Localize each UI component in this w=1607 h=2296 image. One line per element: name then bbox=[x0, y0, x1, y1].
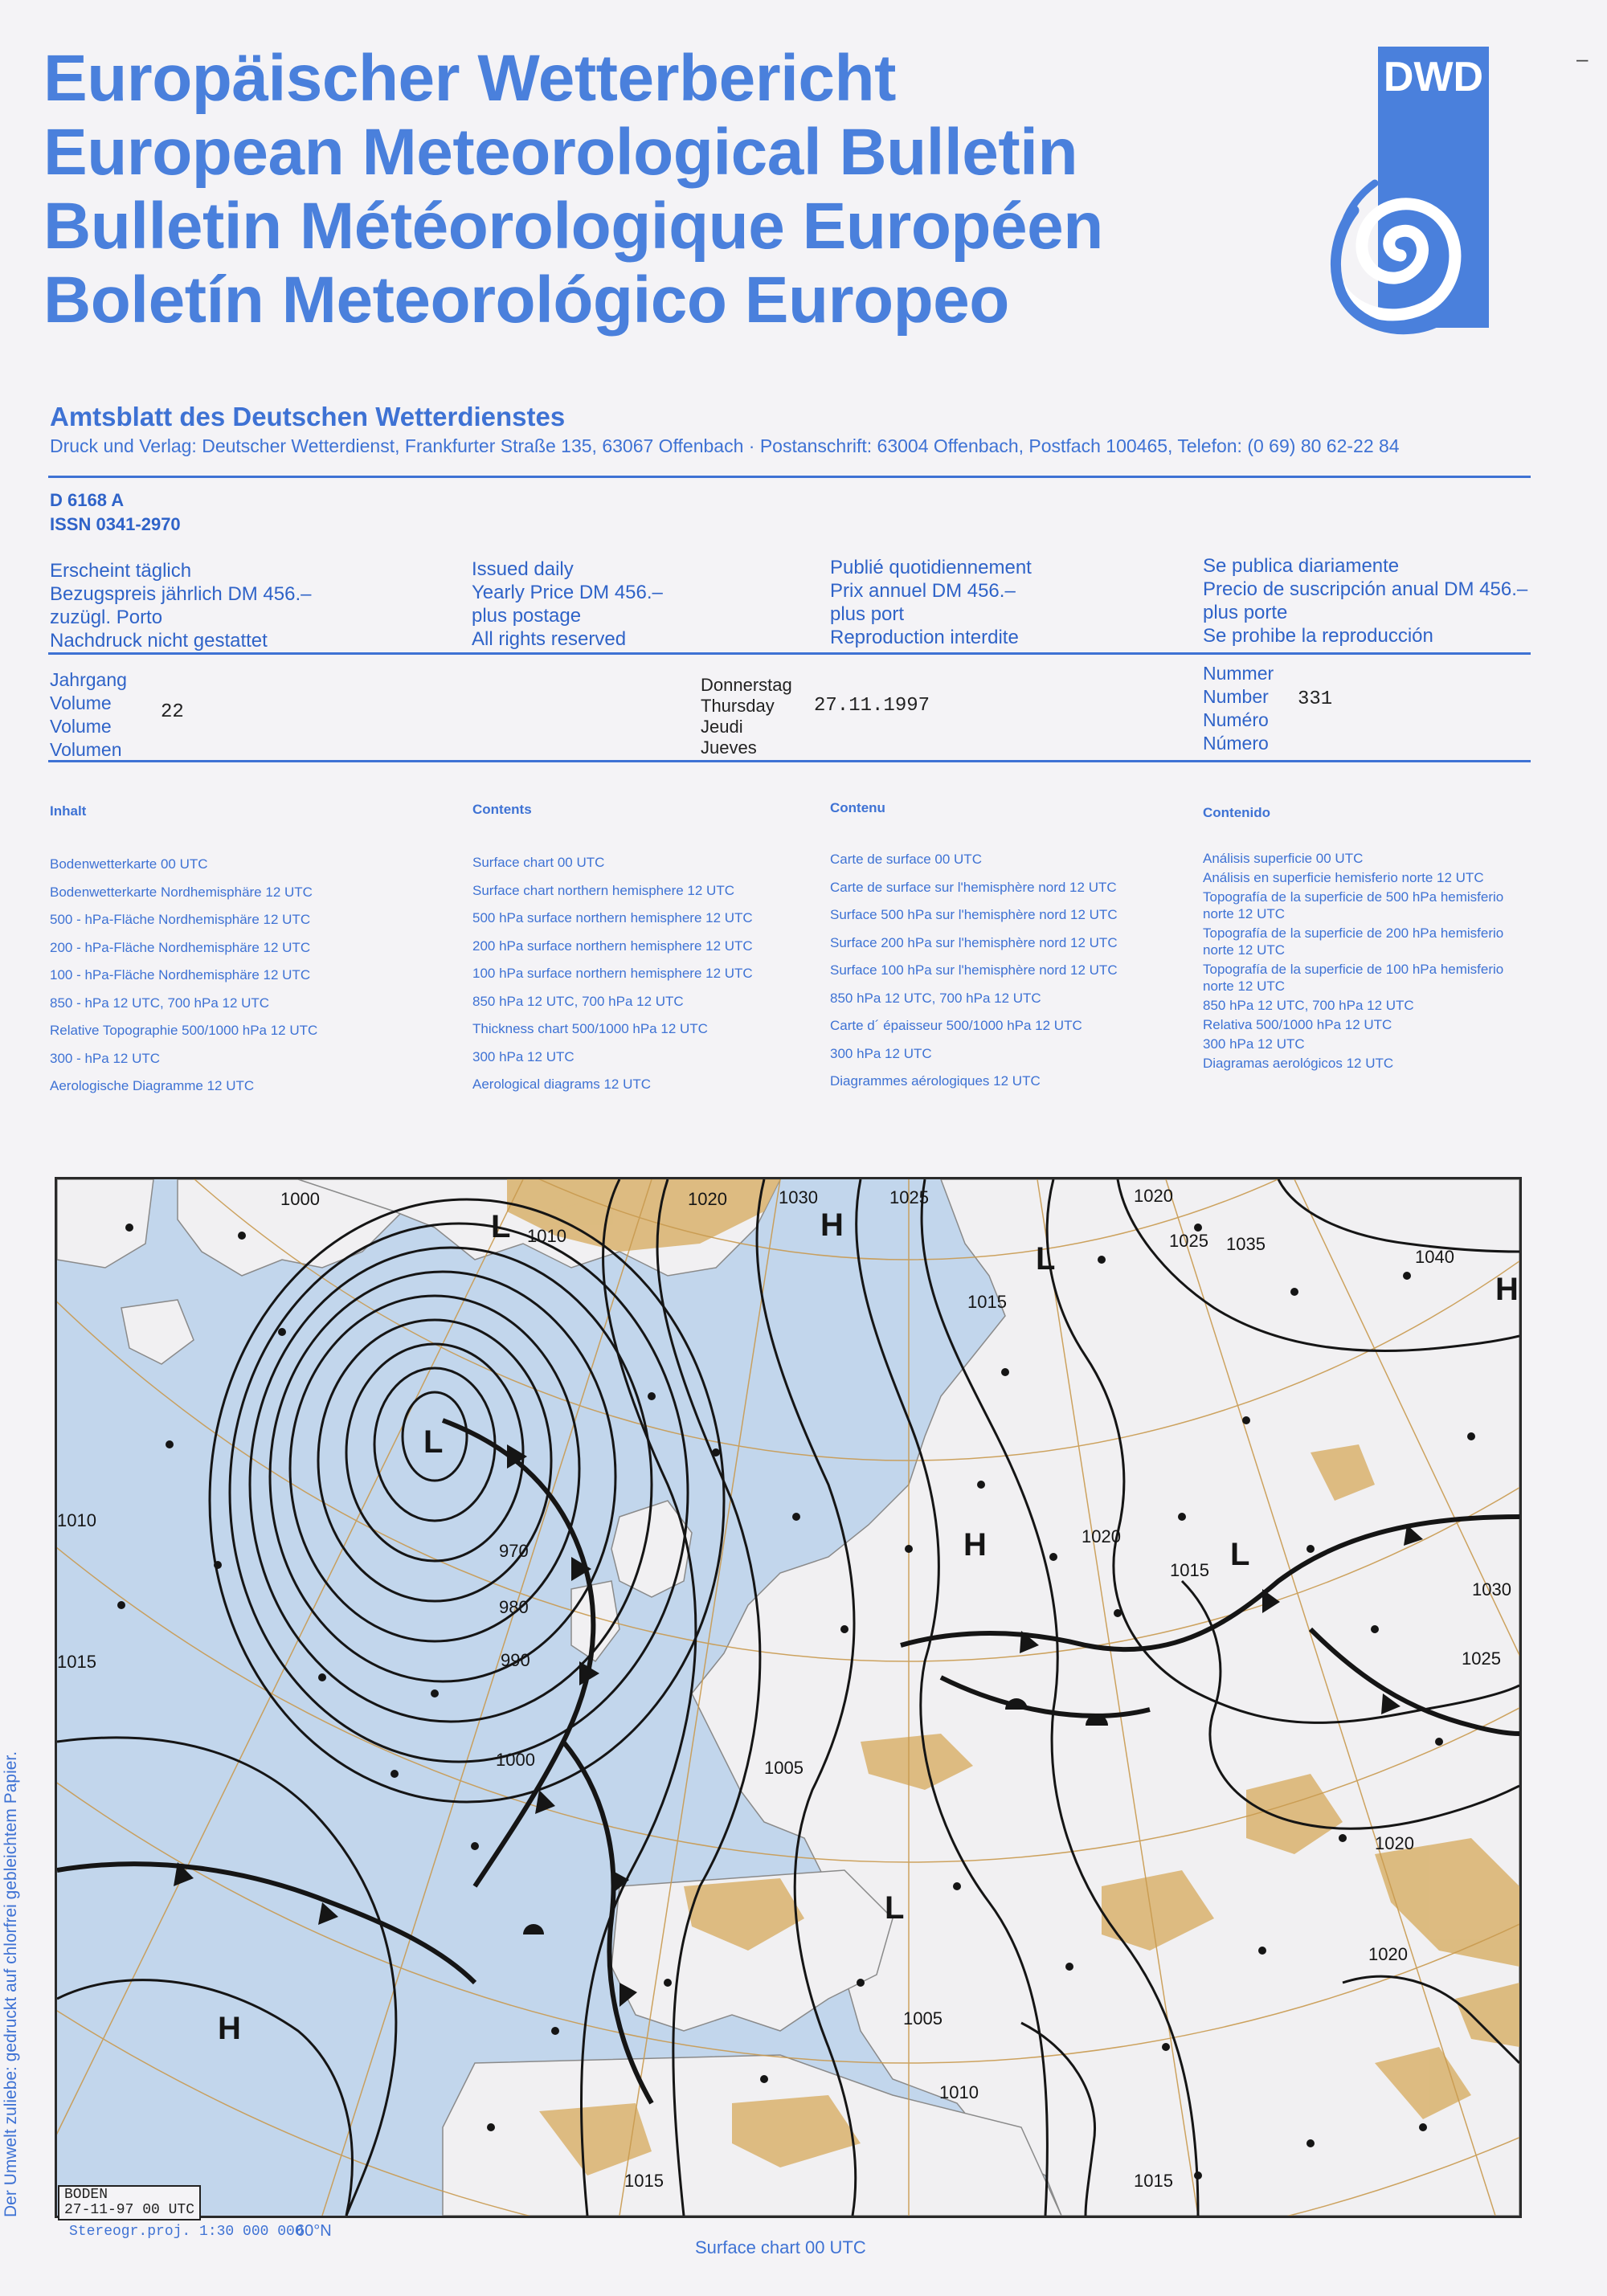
volume-label: Jahrgang bbox=[50, 669, 127, 690]
isobar-label: 1015 bbox=[1134, 2171, 1173, 2191]
dwd-logo bbox=[1378, 47, 1489, 328]
publisher-info bbox=[50, 402, 1400, 457]
toc-item: Relativa 500/1000 hPa 12 UTC bbox=[1203, 1017, 1392, 1032]
isobar-label: 1020 bbox=[1082, 1526, 1121, 1546]
stamp-date-time: 27-11-97 00 UTC bbox=[64, 2202, 195, 2218]
issue-number: 331 bbox=[1298, 688, 1333, 710]
toc-heading-fr: Contenu bbox=[830, 800, 885, 815]
toc-list-en bbox=[472, 855, 753, 1105]
publication-line: Issued daily bbox=[472, 558, 574, 580]
front-semicircle-icon bbox=[523, 1924, 544, 1934]
isobar-label: 1015 bbox=[967, 1292, 1007, 1312]
isobar-label: 1015 bbox=[57, 1652, 96, 1672]
toc-item: 300 hPa 12 UTC bbox=[472, 1048, 575, 1064]
number-label: Numéro bbox=[1203, 709, 1269, 730]
high-pressure-center: H bbox=[1495, 1272, 1519, 1307]
toc-item: 850 hPa 12 UTC, 700 hPa 12 UTC bbox=[472, 993, 684, 1009]
isobar-label: 1015 bbox=[624, 2171, 664, 2191]
toc-item: Topografía de la superficie de 100 hPa hemisferio norte 12 UTC bbox=[1203, 962, 1504, 994]
toc-item: Análisis superficie 00 UTC bbox=[1203, 851, 1364, 866]
isobar-label: 1030 bbox=[779, 1187, 818, 1207]
publisher-title: Amtsblatt des Deutschen Wetterdienstes bbox=[50, 402, 566, 431]
spiral-swirl-icon bbox=[1306, 151, 1490, 344]
low-pressure-center: L bbox=[491, 1209, 511, 1244]
land-masses bbox=[57, 1179, 1519, 2216]
map-graphic bbox=[57, 1179, 1519, 2216]
isobar-label: 1025 bbox=[889, 1187, 929, 1207]
publication-line: Prix annuel DM 456.– bbox=[830, 580, 1016, 602]
stamp-chart-type: BODEN bbox=[64, 2187, 108, 2203]
isobar bbox=[270, 1272, 615, 1681]
volume-value: 22 bbox=[161, 701, 184, 723]
publication-line: plus port bbox=[830, 603, 905, 625]
toc-item: Relative Topographie 500/1000 hPa 12 UTC bbox=[50, 1023, 318, 1038]
toc-item: Bodenwetterkarte Nordhemisphäre 12 UTC bbox=[50, 884, 313, 900]
low-pressure-center: L bbox=[885, 1890, 905, 1926]
title-german: Europäischer Wetterbericht bbox=[43, 42, 896, 115]
title-french: Bulletin Météorologique Européen bbox=[43, 190, 1103, 263]
low-pressure-center: L bbox=[423, 1424, 444, 1460]
issue-date: 27.11.1997 bbox=[814, 695, 930, 717]
isobar-label: 1005 bbox=[903, 2008, 943, 2028]
isobar bbox=[210, 1199, 724, 1802]
toc-item: 500 hPa surface northern hemisphere 12 UTC bbox=[472, 910, 753, 925]
toc-item: 500 - hPa-Fläche Nordhemisphäre 12 UTC bbox=[50, 912, 311, 927]
toc-item: 100 - hPa-Fläche Nordhemisphäre 12 UTC bbox=[50, 967, 311, 983]
publication-line: Reproduction interdite bbox=[830, 627, 1019, 648]
publication-line: Se prohibe la reproducción bbox=[1203, 625, 1433, 647]
isobar-label: 1015 bbox=[1170, 1560, 1209, 1580]
volume-label: Volumen bbox=[50, 739, 122, 760]
toc-item: Aerological diagrams 12 UTC bbox=[472, 1077, 652, 1092]
isobar-label: 1005 bbox=[764, 1758, 804, 1778]
isobar-label: 990 bbox=[501, 1650, 530, 1670]
isobar-label: 970 bbox=[499, 1541, 529, 1561]
publication-line: plus porte bbox=[1203, 602, 1288, 623]
publication-line: zuzügl. Porto bbox=[50, 607, 163, 628]
d-number: D 6168 A bbox=[50, 490, 125, 510]
isobar-label: 1000 bbox=[280, 1189, 320, 1209]
toc-list-fr bbox=[830, 852, 1118, 1101]
volume-labels bbox=[50, 668, 127, 762]
toc-item: 850 hPa 12 UTC, 700 hPa 12 UTC bbox=[1203, 998, 1414, 1013]
toc-item: 100 hPa surface northern hemisphere 12 UTC bbox=[472, 966, 753, 981]
publication-line: Precio de suscripción anual DM 456.– bbox=[1203, 578, 1528, 600]
publication-line: Nachdruck nicht gestattet bbox=[50, 630, 268, 652]
toc-item: Surface 200 hPa sur l'hemisphère nord 12 UTC bbox=[830, 934, 1118, 950]
toc-item: Diagrammes aérologiques 12 UTC bbox=[830, 1073, 1041, 1089]
map-projection: Stereogr.proj. 1:30 000 000 bbox=[69, 2224, 304, 2240]
high-pressure-center: H bbox=[820, 1207, 844, 1243]
isobar-label: 1040 bbox=[1415, 1247, 1454, 1267]
toc-item: Surface chart northern hemisphere 12 UTC bbox=[472, 882, 734, 898]
publication-line: plus postage bbox=[472, 605, 582, 627]
map-caption: Surface chart 00 UTC bbox=[695, 2237, 866, 2257]
toc-item: Surface 500 hPa sur l'hemisphère nord 12 UTC bbox=[830, 907, 1118, 922]
publication-info-es bbox=[1203, 554, 1527, 648]
toc-item: Carte de surface sur l'hemisphère nord 12 UTC bbox=[830, 879, 1117, 895]
weekday-label: Jueves bbox=[701, 737, 757, 758]
volume-label: Volume bbox=[50, 692, 112, 713]
isobar-label: 1020 bbox=[1375, 1833, 1414, 1853]
publication-line: Erscheint täglich bbox=[50, 560, 192, 582]
isobar-label: 1030 bbox=[1472, 1579, 1511, 1599]
number-label: Number bbox=[1203, 686, 1269, 707]
toc-list-es bbox=[1203, 850, 1508, 1074]
toc-item: Surface chart 00 UTC bbox=[472, 855, 605, 870]
toc-item: Topografía de la superficie de 500 hPa hemisferio norte 12 UTC bbox=[1203, 889, 1504, 921]
volume-label: Volume bbox=[50, 716, 112, 737]
weekday-label: Thursday bbox=[701, 696, 775, 716]
title-english: European Meteorological Bulletin bbox=[43, 116, 1078, 189]
toc-item: 200 - hPa-Fläche Nordhemisphäre 12 UTC bbox=[50, 939, 311, 955]
toc-item: Aerologische Diagramme 12 UTC bbox=[50, 1078, 255, 1093]
front-triangle-icon bbox=[535, 1790, 555, 1814]
toc-item: Carte d´ épaisseur 500/1000 hPa 12 UTC bbox=[830, 1018, 1082, 1033]
toc-item: Bodenwetterkarte 00 UTC bbox=[50, 856, 208, 872]
toc-item: 300 - hPa 12 UTC bbox=[50, 1050, 161, 1066]
divider bbox=[48, 760, 1531, 762]
toc-item: 850 hPa 12 UTC, 700 hPa 12 UTC bbox=[830, 990, 1041, 1006]
page-corner-mark: – bbox=[1576, 47, 1589, 71]
isobar-label: 1035 bbox=[1226, 1234, 1266, 1254]
publication-info-fr bbox=[830, 556, 1032, 649]
high-pressure-center: H bbox=[218, 2011, 241, 2046]
isobar bbox=[290, 1296, 579, 1641]
bulletin-title-block bbox=[43, 42, 1103, 337]
toc-item: 200 hPa surface northern hemisphere 12 UTC bbox=[472, 938, 753, 954]
toc-item: 300 hPa 12 UTC bbox=[830, 1045, 932, 1061]
number-label: Número bbox=[1203, 733, 1269, 754]
publication-line: Se publica diariamente bbox=[1203, 555, 1400, 577]
map-latitude: 60°N bbox=[296, 2222, 332, 2240]
weekday-labels bbox=[701, 675, 792, 758]
toc-list-de bbox=[50, 856, 317, 1106]
high-pressure-center: H bbox=[963, 1527, 987, 1563]
isobar-label: 1010 bbox=[939, 2082, 979, 2102]
toc-item: Topografía de la superficie de 200 hPa hemisferio norte 12 UTC bbox=[1203, 925, 1504, 958]
toc-heading-de: Inhalt bbox=[50, 803, 87, 819]
divider bbox=[48, 476, 1531, 478]
publication-line: Publié quotidiennement bbox=[830, 557, 1032, 578]
toc-heading-en: Contents bbox=[472, 802, 532, 817]
toc-item: Análisis en superficie hemisferio norte 12 UTC bbox=[1203, 870, 1484, 885]
isobar-label: 1020 bbox=[1134, 1186, 1173, 1206]
number-label: Nummer bbox=[1203, 663, 1274, 684]
weekday-label: Jeudi bbox=[701, 717, 743, 737]
divider bbox=[48, 652, 1531, 655]
recycled-paper-note: Der Umwelt zuliebe: gedruckt auf chlorfrei gebleichtem Papier. bbox=[2, 1751, 20, 2217]
toc-item: 850 - hPa 12 UTC, 700 hPa 12 UTC bbox=[50, 995, 270, 1011]
isobar-label: 1025 bbox=[1169, 1231, 1208, 1251]
publisher-address: Druck und Verlag: Deutscher Wetterdienst, Frankfurter Straße 135, 63067 Offenbach · Postanschrift: 63004 Offenbach, Postfach 100465, Telefon: (0 69) 80 62-22 84 bbox=[50, 435, 1400, 456]
publication-line: Yearly Price DM 456.– bbox=[472, 582, 663, 603]
cold-front bbox=[57, 1864, 475, 1983]
map-valid-time-stamp bbox=[58, 2185, 201, 2220]
isobar-label: 1025 bbox=[1462, 1648, 1501, 1669]
isobar-label: 1000 bbox=[496, 1750, 535, 1770]
toc-item: Carte de surface 00 UTC bbox=[830, 852, 982, 867]
low-pressure-center: L bbox=[1230, 1537, 1250, 1572]
toc-item: Surface 100 hPa sur l'hemisphère nord 12 UTC bbox=[830, 962, 1118, 978]
number-labels bbox=[1203, 662, 1274, 755]
isobar-label: 1020 bbox=[688, 1189, 727, 1209]
isobar-label: 1020 bbox=[1368, 1944, 1408, 1964]
isobar-label: 1010 bbox=[57, 1510, 96, 1530]
isobar bbox=[57, 1980, 353, 2216]
surface-weather-map bbox=[55, 1177, 1522, 2218]
isobar-label: 980 bbox=[499, 1597, 529, 1617]
publication-info-de bbox=[50, 559, 312, 652]
dwd-logo-text: DWD bbox=[1383, 54, 1484, 100]
title-spanish: Boletín Meteorológico Europeo bbox=[43, 264, 1009, 337]
publication-info-en bbox=[472, 558, 663, 651]
toc-item: Thickness chart 500/1000 hPa 12 UTC bbox=[472, 1021, 708, 1036]
isobar-label: 1010 bbox=[527, 1226, 566, 1246]
toc-heading-es: Contenido bbox=[1203, 805, 1271, 820]
low-pressure-center: L bbox=[1036, 1241, 1056, 1277]
toc-item: Diagramas aerológicos 12 UTC bbox=[1203, 1056, 1394, 1071]
publication-line: Bezugspreis jährlich DM 456.– bbox=[50, 583, 312, 605]
weekday-label: Donnerstag bbox=[701, 675, 792, 695]
toc-item: 300 hPa 12 UTC bbox=[1203, 1036, 1305, 1052]
publication-ids bbox=[50, 488, 181, 537]
publication-line: All rights reserved bbox=[472, 628, 627, 650]
issn-number: ISSN 0341-2970 bbox=[50, 514, 181, 534]
